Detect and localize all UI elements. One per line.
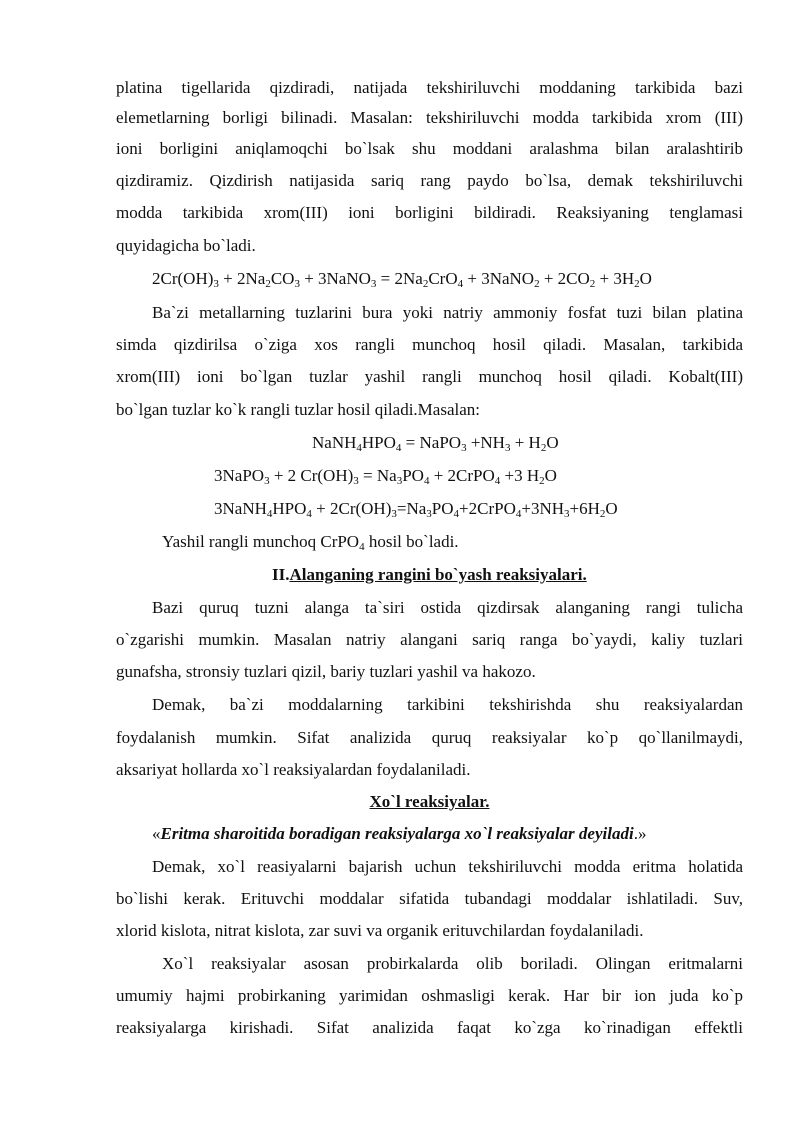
paragraph-line: bo`lishi kerak. Erituvchi moddalar sifatida tubandagi moddalar ishlatiladi. Suv, bbox=[116, 889, 743, 908]
equation-term: +6H bbox=[569, 499, 600, 518]
equation-subscript: 3 bbox=[264, 475, 270, 487]
equation-phosphate-decomposition bbox=[312, 432, 559, 454]
equation-subscript: 4 bbox=[457, 278, 464, 290]
equation-subscript: 2 bbox=[534, 278, 540, 290]
equation-term: + 3H bbox=[595, 269, 635, 288]
equation-term: + H bbox=[510, 433, 541, 452]
equation-term: NaNH bbox=[312, 433, 357, 452]
equation-term: PO bbox=[431, 499, 454, 518]
equation-subscript: 4 bbox=[494, 475, 501, 487]
paragraph-line: qizdiramiz. Qizdirish natijasida sariq rang paydo bo`lsa, demak tekshiriluvchi bbox=[116, 171, 743, 190]
equation-subscript: 3 bbox=[353, 475, 359, 487]
paragraph-line: o`zgarishi mumkin. Masalan natriy alangani sariq ranga bo`yaydi, kaliy tuzlari bbox=[116, 630, 743, 649]
equation-term: +2CrPO bbox=[459, 499, 516, 518]
paragraph-line: gunafsha, stronsiy tuzlari qizil, bariy tuzlari yashil va hakozo. bbox=[116, 662, 536, 681]
equation-subscript: 3 bbox=[426, 508, 432, 520]
equation-subscript: 4 bbox=[453, 508, 460, 520]
paragraph-line: bo`lgan tuzlar ko`k rangli tuzlar hosil qiladi.Masalan: bbox=[116, 400, 480, 419]
paragraph-line: umumiy hajmi probirkaning yarimidan oshmasligi kerak. Har bir ion juda ko`p bbox=[116, 986, 743, 1005]
paragraph-line: simda qizdirilsa o`ziga xos rangli munchoq hosil qiladi. Masalan, tarkibida bbox=[116, 335, 743, 354]
equation-subscript: 2 bbox=[539, 475, 545, 487]
equation-subscript: 3 bbox=[461, 442, 467, 454]
equation-subscript: 3 bbox=[213, 278, 219, 290]
equation-term: + 2CO bbox=[539, 269, 590, 288]
equation-subscript: 3 bbox=[294, 278, 300, 290]
equation-subscript: 4 bbox=[515, 508, 522, 520]
equation-subscript: 4 bbox=[423, 475, 430, 487]
equation-subscript: 2 bbox=[265, 278, 271, 290]
paragraph-line: quyidagicha bo`ladi. bbox=[116, 236, 256, 255]
paragraph-line: reaksiyalarga kirishadi. Sifat analizida faqat ko`zga ko`rinadigan effektli bbox=[116, 1018, 743, 1037]
equation-subscript: 2 bbox=[599, 508, 606, 520]
equation-subscript: 2 bbox=[634, 278, 640, 290]
equation-term: O bbox=[639, 269, 652, 288]
section-heading-wet-reactions: Xo`l reaksiyalar. bbox=[369, 792, 490, 811]
equation-term: PO bbox=[402, 466, 424, 485]
paragraph-line: ioni borligini aniqlamoqchi bo`lsak shu moddani aralashma bilan aralashtirib bbox=[116, 139, 743, 158]
paragraph-line: platina tigellarida qizdiradi, natijada tekshiriluvchi moddaning tarkibida bazi bbox=[116, 78, 743, 97]
equation-subscript: 3 bbox=[391, 508, 397, 520]
paragraph-line: Demak, xo`l reasiyalarni bajarish uchun tekshiriluvchi modda eritma holatida bbox=[152, 857, 743, 876]
equation-term: 2Cr(OH) bbox=[152, 269, 214, 288]
paragraph-line: foydalanish mumkin. Sifat analizida quruq reaksiyalar ko`p qo`llanilmaydi, bbox=[116, 728, 743, 747]
equation-term: O bbox=[544, 466, 557, 485]
equation-subscript: 3 bbox=[504, 442, 511, 454]
paragraph-line: modda tarkibida xrom(III) ioni borligini bildiradi. Reaksiyaning tenglamasi bbox=[116, 203, 743, 222]
equation-term: + 3NaNO bbox=[463, 269, 535, 288]
equation-term: = Na bbox=[358, 466, 397, 485]
equation-subscript: 3 bbox=[564, 508, 570, 520]
equation-subscript: 3 bbox=[396, 475, 403, 487]
paragraph-line: Demak, ba`zi moddalarning tarkibini tekshirishda shu reaksiyalardan bbox=[152, 695, 743, 714]
equation-subscript: 2 bbox=[422, 278, 429, 290]
equation-term: CrO bbox=[428, 269, 458, 288]
paragraph-line: xrom(III) ioni bo`lgan tuzlar yashil rangli munchoq hosil qiladi. Kobalt(III) bbox=[116, 367, 743, 386]
equation-term: 3NaPO bbox=[214, 466, 265, 485]
paragraph-line: Xo`l reaksiyalar asosan probirkalarda olib boriladi. Olingan eritmalarni bbox=[162, 954, 743, 973]
paragraph-line: elemetlarning borligi bilinadi. Masalan: tekshiriluvchi modda tarkibida xrom (III) bbox=[116, 108, 743, 127]
equation-subscript: 4 bbox=[266, 508, 273, 520]
bead-color-note: Yashil rangli munchoq CrPO$_4$ hosil bo`ladi. bbox=[162, 532, 459, 553]
equation-term: + 2CrPO bbox=[429, 466, 495, 485]
paragraph-line: Ba`zi metallarning tuzlarini bura yoki natriy ammoniy fosfat tuzi bilan platina bbox=[152, 303, 743, 322]
equation-subscript: 2 bbox=[589, 278, 596, 290]
equation-subscript: 4 bbox=[356, 442, 362, 454]
equation-term: + 2 Cr(OH) bbox=[269, 466, 354, 485]
equation-term: O bbox=[546, 433, 559, 452]
equation-subscript: 2 bbox=[540, 442, 547, 454]
equation-chromate bbox=[152, 268, 652, 290]
equation-subscript: 4 bbox=[306, 508, 312, 520]
equation-term: + 2Cr(OH) bbox=[311, 499, 392, 518]
paragraph-line: aksariyat hollarda xo`l reaksiyalardan foydalaniladi. bbox=[116, 760, 471, 779]
equation-term: +3 H bbox=[500, 466, 540, 485]
equation-term: O bbox=[605, 499, 618, 518]
equation-term: HPO bbox=[272, 499, 307, 518]
equation-term: + 2Na bbox=[218, 269, 266, 288]
paragraph-line: Bazi quruq tuzni alanga ta`siri ostida qizdirsak alanganing rangi tulicha bbox=[152, 598, 743, 617]
equation-combined bbox=[214, 498, 618, 520]
equation-term: =Na bbox=[396, 499, 427, 518]
equation-term: CO bbox=[270, 269, 295, 288]
definition-line: «Eritma sharoitida boradigan reaksiyalarga xo`l reaksiyalar deyiladi.» bbox=[152, 824, 647, 843]
equation-term: + 3NaNO bbox=[299, 269, 371, 288]
equation-term: = 2Na bbox=[376, 269, 423, 288]
equation-subscript: 3 bbox=[370, 278, 377, 290]
equation-term: = NaPO bbox=[401, 433, 462, 452]
equation-term: HPO bbox=[361, 433, 396, 452]
equation-term: +NH bbox=[466, 433, 505, 452]
paragraph-line: xlorid kislota, nitrat kislota, zar suvi va organik erituvchilardan foydalaniladi. bbox=[116, 921, 644, 940]
section-heading-flame-color: II.Alanganing rangini bo`yash reaksiyalari. bbox=[272, 565, 587, 584]
equation-subscript: 4 bbox=[395, 442, 402, 454]
equation-term: 3NaNH bbox=[214, 499, 267, 518]
equation-term: +3NH bbox=[521, 499, 565, 518]
equation-chromium-phosphate bbox=[214, 465, 557, 487]
